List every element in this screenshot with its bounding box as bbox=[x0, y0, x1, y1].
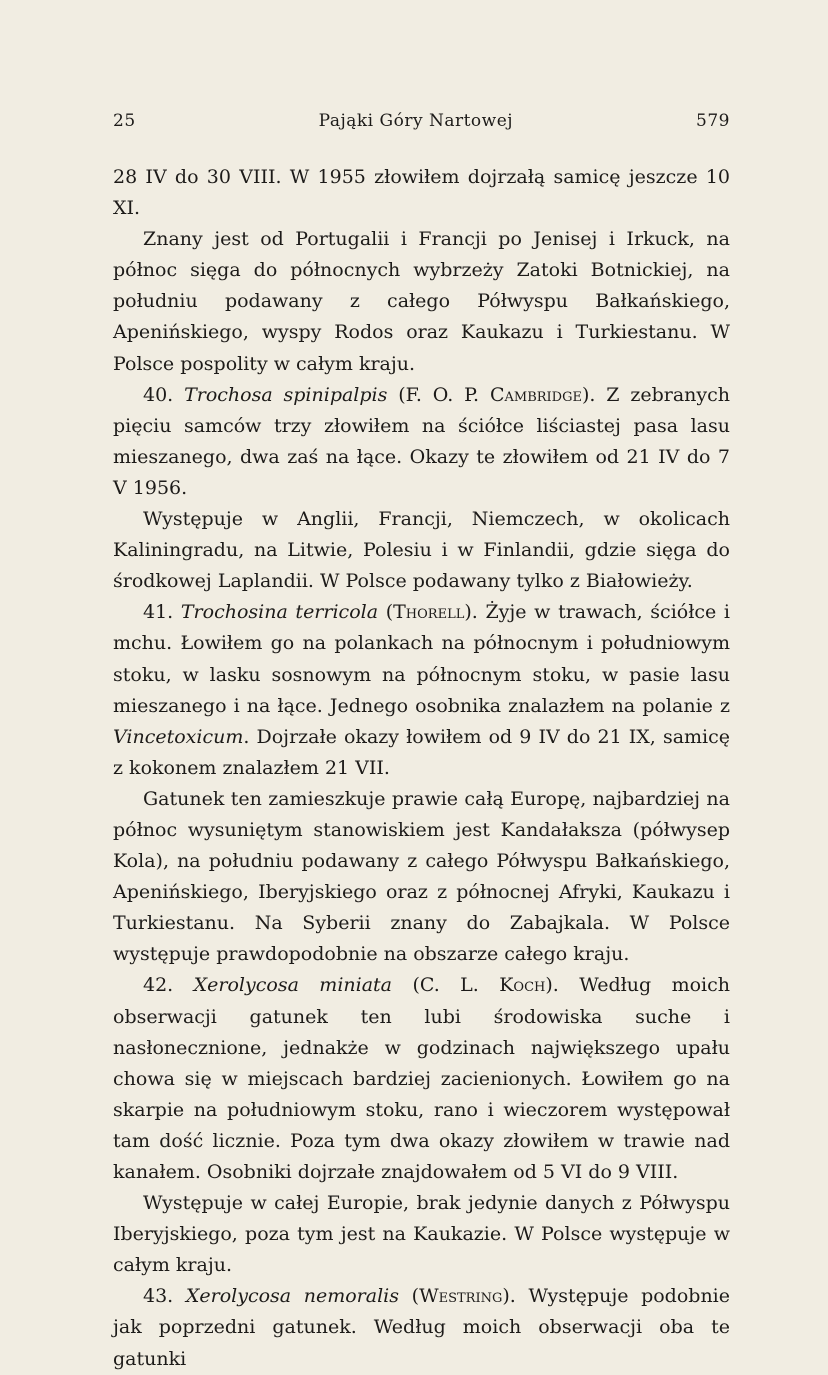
author-name: Koch bbox=[499, 974, 546, 997]
entry-text: Występuje podobnie jak poprzedni gatunek. Według moich obserwacji oba te gatunki bbox=[113, 1285, 731, 1370]
entry-text: Żyje w trawach, ściółce i mchu. Łowiłem go na polankach na północnym i południowym stoku, w lasku sosnowym na północnym stoku, w pasie lasu mieszanego i na łące. Jednego osobnika znalazłem na polanie z bbox=[113, 601, 730, 717]
entry-number: 41. bbox=[143, 601, 174, 624]
entry-number: 42. bbox=[143, 974, 174, 997]
species-entry-42 bbox=[113, 970, 730, 1188]
body-text bbox=[113, 162, 730, 1375]
author-open: (C. L. bbox=[412, 974, 500, 997]
header-left-number: 25 bbox=[113, 111, 136, 131]
species-name: Trochosa spinipalpis bbox=[184, 383, 388, 406]
entry-text: Według moich obserwacji gatunek ten lubi środowiska suche i nasłonecznione, jednakże w godzinach największego upału chowa się w miejscach bardziej zacienionych. Łowiłem go na skarpie na południowym stoku, rano i wieczorem występował tam dość licznie. Poza tym dwa okazy złowiłem w trawie nad kanałem. Osobniki dojrzałe znajdowałem od 5 VI do 9 VIII. bbox=[113, 974, 731, 1183]
entry-number: 43. bbox=[143, 1285, 174, 1308]
species-name: Xerolycosa nemoralis bbox=[185, 1285, 400, 1308]
species-entry-41 bbox=[113, 597, 730, 784]
paragraph-8: Występuje w całej Europie, brak jedynie danych z Półwyspu Iberyjskiego, poza tym jest na Kaukazie. W Polsce występuje w całym kraju. bbox=[113, 1192, 730, 1277]
plant-name: Vincetoxicum bbox=[113, 725, 244, 748]
author-close: ). bbox=[464, 601, 478, 624]
author-open: ( bbox=[411, 1285, 420, 1308]
author-name: Westring bbox=[419, 1285, 503, 1308]
species-name: Xerolycosa miniata bbox=[193, 974, 393, 997]
author-open: ( bbox=[385, 601, 394, 624]
author-close: ). bbox=[502, 1285, 516, 1308]
author-name: Cambridge bbox=[489, 383, 582, 406]
author-close: ). bbox=[545, 974, 559, 997]
author-name: Thorell bbox=[393, 601, 465, 624]
species-name: Trochosina terricola bbox=[180, 601, 379, 624]
paragraph-6: Gatunek ten zamieszkuje prawie całą Europę, najbardziej na północ wysuniętym stanowiskiem jest Kandałaksza (półwysep Kola), na południu podawany z całego Półwyspu Bałkańskiego, Apenińskiego, Iberyjskiego oraz z północnej Afryki, Kaukazu i Turkiestanu. Na Syberii znany do Zabajkala. W Polsce występuje prawdopodobnie na obszarze całego kraju. bbox=[113, 787, 730, 966]
author-open: (F. O. P. bbox=[398, 383, 490, 406]
species-entry-43 bbox=[113, 1281, 730, 1374]
header-title: Pająki Góry Nartowej bbox=[318, 111, 514, 131]
author-close: ). bbox=[581, 383, 596, 406]
paragraph-4: Występuje w Anglii, Francji, Niemczech, w okolicach Kaliningradu, na Litwie, Polesiu i w Finlandii, gdzie sięga do środkowej Laplandii. W Polsce podawany tylko z Białowieży. bbox=[113, 508, 730, 593]
entry-number: 40. bbox=[143, 383, 174, 406]
species-entry-40 bbox=[113, 380, 730, 504]
running-header bbox=[113, 111, 730, 131]
page-number: 579 bbox=[696, 111, 730, 131]
paragraph-1: 28 IV do 30 VIII. W 1955 złowiłem dojrzałą samicę jeszcze 10 XI. bbox=[113, 166, 730, 220]
entry-text: Z zebranych pięciu samców trzy złowiłem na ściółce liściastej pasa lasu mieszanego, dwa zaś na łące. Okazy te złowiłem od 21 IV do 7 V 1956. bbox=[113, 383, 730, 499]
entry-text-continued: . Dojrzałe okazy łowiłem od 9 IV do 21 IX, samicę z kokonem znalazłem 21 VII. bbox=[113, 725, 730, 779]
paragraph-2: Znany jest od Portugalii i Francji po Jenisej i Irkuck, na północ sięga do północnych wybrzeży Zatoki Botnickiej, na południu podawany z całego Półwyspu Bałkańskiego, Apenińskiego, wyspy Rodos oraz Kaukazu i Turkiestanu. W Polsce pospolity w całym kraju. bbox=[113, 228, 730, 375]
